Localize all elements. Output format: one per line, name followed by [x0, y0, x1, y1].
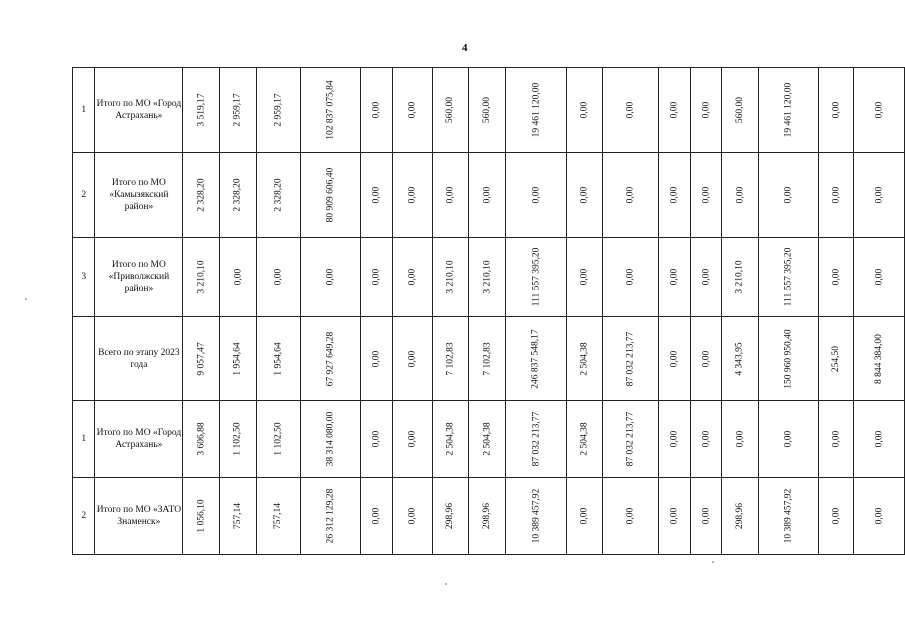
value-text: 111 557 395,20 [530, 247, 541, 307]
value-cell [658, 238, 690, 317]
value-text: 0,00 [700, 101, 711, 119]
value-text: 0,00 [783, 430, 794, 448]
row-label: Итого по МО «Город Астрахань» [95, 401, 183, 478]
value-text: 111 557 395,20 [783, 247, 794, 307]
row-label: Всего по этапу 2023 года [95, 317, 183, 401]
value-cell [300, 478, 360, 555]
value-text: 3 210,10 [735, 260, 746, 294]
value-text: 9 057,47 [196, 341, 207, 376]
value-text: 87 032 213,77 [625, 331, 636, 386]
value-text: 298,96 [445, 502, 456, 530]
value-text: 0,00 [735, 430, 746, 448]
value-cell [759, 317, 819, 401]
value-text: 0,00 [735, 186, 746, 204]
value-cell [759, 401, 819, 478]
value-text: 0,00 [371, 350, 382, 367]
value-text: 0,00 [873, 507, 884, 525]
value-text: 0,00 [625, 268, 636, 286]
value-cell [300, 317, 360, 401]
value-cell [361, 317, 393, 401]
value-text: 2 504,38 [579, 422, 590, 456]
value-cell [506, 317, 566, 401]
value-text: 87 032 213,77 [530, 411, 541, 467]
value-cell [566, 401, 603, 478]
value-cell [819, 401, 854, 478]
value-cell [853, 478, 904, 555]
row-label: Итого по МО «ЗАТО Знаменск» [95, 478, 183, 555]
value-cell [759, 153, 819, 238]
value-cell [603, 153, 659, 238]
value-text: 0,00 [482, 186, 493, 204]
value-text: 254,50 [831, 345, 842, 372]
value-cell [183, 68, 220, 153]
value-cell [658, 401, 690, 478]
value-text: 19 461 120,00 [530, 82, 541, 138]
value-cell [759, 68, 819, 153]
value-text: 3 210,10 [196, 260, 207, 294]
value-text: 560,00 [482, 96, 493, 124]
value-text: 0,00 [831, 101, 842, 119]
value-text: 0,00 [700, 507, 711, 525]
value-cell [566, 68, 603, 153]
data-table [72, 67, 905, 555]
value-cell [566, 238, 603, 317]
value-cell [392, 317, 432, 401]
value-text: 0,00 [371, 186, 382, 204]
value-text: 0,00 [831, 507, 842, 525]
value-cell [690, 153, 722, 238]
value-cell [853, 68, 904, 153]
value-cell [469, 401, 506, 478]
value-text: 0,00 [873, 268, 884, 286]
value-text: 0,00 [625, 186, 636, 204]
value-text: 757,14 [233, 502, 244, 530]
value-text: 3 606,88 [196, 422, 207, 456]
value-cell [361, 68, 393, 153]
value-text: 10 389 457,92 [783, 488, 794, 544]
value-cell [220, 317, 257, 401]
value-cell [690, 317, 722, 401]
row-label: Итого по МО «Камызякский район» [95, 153, 183, 238]
value-cell [658, 478, 690, 555]
value-text: 4 343,95 [735, 341, 746, 376]
value-cell [853, 401, 904, 478]
value-text: 0,00 [669, 430, 680, 448]
value-cell [566, 478, 603, 555]
value-cell [392, 153, 432, 238]
value-cell [392, 68, 432, 153]
value-cell [722, 238, 759, 317]
value-cell [603, 238, 659, 317]
value-text: 1 954,64 [273, 341, 284, 376]
value-text: 2 328,20 [273, 178, 284, 212]
value-text: 0,00 [579, 101, 590, 119]
value-cell [506, 153, 566, 238]
value-cell [722, 317, 759, 401]
table-row [73, 68, 905, 153]
value-text: 0,00 [831, 186, 842, 204]
value-cell [220, 68, 257, 153]
value-cell [566, 317, 603, 401]
value-text: 0,00 [579, 268, 590, 286]
page-number: 4 [462, 42, 468, 54]
value-cell [300, 238, 360, 317]
value-text: 1 102,50 [233, 422, 244, 456]
value-cell [183, 401, 220, 478]
value-cell [819, 153, 854, 238]
value-text: 0,00 [371, 101, 382, 119]
value-cell [658, 317, 690, 401]
value-cell [432, 478, 469, 555]
value-cell [853, 238, 904, 317]
value-text: 8 844 384,00 [873, 333, 884, 384]
value-text: 0,00 [407, 430, 418, 448]
value-cell [361, 478, 393, 555]
value-text: 2 504,38 [579, 341, 590, 376]
value-text: 3 210,10 [445, 260, 456, 294]
value-cell [183, 317, 220, 401]
value-text: 0,00 [669, 507, 680, 525]
value-text: 67 927 649,28 [325, 331, 336, 386]
value-cell [220, 238, 257, 317]
value-text: 0,00 [625, 507, 636, 525]
scan-speck [25, 298, 27, 300]
value-cell [603, 68, 659, 153]
value-cell [566, 153, 603, 238]
value-cell [853, 153, 904, 238]
value-cell [658, 153, 690, 238]
value-text: 298,96 [482, 502, 493, 530]
value-cell [722, 68, 759, 153]
value-text: 3 210,10 [482, 260, 493, 294]
row-number: 1 [73, 68, 95, 153]
value-cell [432, 401, 469, 478]
value-text: 0,00 [407, 268, 418, 286]
value-cell [469, 478, 506, 555]
value-cell [257, 401, 301, 478]
value-text: 298,96 [735, 502, 746, 530]
table-row [73, 153, 905, 238]
value-text: 560,00 [735, 96, 746, 124]
value-cell [300, 153, 360, 238]
value-cell [469, 68, 506, 153]
value-text: 2 328,20 [196, 178, 207, 212]
value-cell [603, 401, 659, 478]
value-cell [392, 478, 432, 555]
value-text: 0,00 [445, 186, 456, 204]
value-cell [432, 68, 469, 153]
value-cell [759, 478, 819, 555]
value-text: 0,00 [831, 430, 842, 448]
value-text: 246 837 548,17 [530, 328, 541, 389]
value-cell [722, 401, 759, 478]
value-text: 0,00 [371, 430, 382, 448]
value-text: 0,00 [407, 507, 418, 525]
value-cell [183, 153, 220, 238]
value-cell [603, 478, 659, 555]
value-cell [506, 401, 566, 478]
value-text: 3 519,17 [196, 93, 207, 127]
value-cell [432, 317, 469, 401]
value-cell [506, 478, 566, 555]
value-cell [361, 153, 393, 238]
table-row [73, 238, 905, 317]
value-cell [361, 401, 393, 478]
value-cell [220, 478, 257, 555]
value-text: 0,00 [700, 186, 711, 204]
value-text: 0,00 [669, 101, 680, 119]
value-cell [257, 238, 301, 317]
value-text: 0,00 [625, 101, 636, 119]
value-cell [603, 317, 659, 401]
value-cell [257, 68, 301, 153]
value-cell [300, 401, 360, 478]
value-text: 0,00 [233, 268, 244, 286]
value-cell [690, 478, 722, 555]
value-cell [361, 238, 393, 317]
value-cell [300, 68, 360, 153]
value-text: 2 504,38 [482, 422, 493, 456]
value-cell [220, 401, 257, 478]
value-cell [819, 317, 854, 401]
value-text: 1 056,10 [196, 499, 207, 533]
value-cell [183, 238, 220, 317]
value-cell [183, 478, 220, 555]
value-cell [819, 238, 854, 317]
value-cell [392, 401, 432, 478]
value-text: 2 504,38 [445, 422, 456, 456]
row-number: 2 [73, 153, 95, 238]
value-text: 0,00 [700, 268, 711, 286]
value-text: 0,00 [873, 430, 884, 448]
value-text: 0,00 [579, 186, 590, 204]
value-text: 0,00 [530, 186, 541, 204]
value-text: 102 837 075,84 [325, 80, 336, 140]
value-text: 2 328,20 [233, 178, 244, 212]
value-cell [853, 317, 904, 401]
value-cell [469, 153, 506, 238]
value-cell [432, 153, 469, 238]
value-text: 0,00 [700, 350, 711, 367]
row-number: 1 [73, 401, 95, 478]
value-cell [690, 401, 722, 478]
value-cell [690, 68, 722, 153]
value-text: 0,00 [873, 186, 884, 204]
value-cell [722, 478, 759, 555]
value-cell [469, 238, 506, 317]
value-text: 0,00 [579, 507, 590, 525]
value-text: 0,00 [407, 350, 418, 367]
value-text: 2 959,17 [233, 93, 244, 127]
table-row [73, 478, 905, 555]
value-text: 0,00 [371, 268, 382, 286]
value-cell [690, 238, 722, 317]
value-text: 0,00 [783, 186, 794, 204]
value-cell [722, 153, 759, 238]
value-text: 0,00 [700, 430, 711, 448]
row-label: Итого по МО «Город Астрахань» [95, 68, 183, 153]
row-number [73, 317, 95, 401]
value-cell [220, 153, 257, 238]
scan-speck [445, 583, 447, 585]
value-text: 560,00 [445, 96, 456, 124]
value-text: 0,00 [669, 350, 680, 367]
value-cell [257, 478, 301, 555]
table-row [73, 317, 905, 401]
value-text: 26 312 129,28 [325, 488, 336, 544]
value-text: 0,00 [371, 507, 382, 525]
value-text: 38 314 080,00 [325, 411, 336, 467]
value-text: 10 389 457,92 [530, 488, 541, 544]
value-text: 80 909 606,40 [325, 167, 336, 223]
value-text: 0,00 [669, 268, 680, 286]
value-cell [759, 238, 819, 317]
value-text: 0,00 [325, 268, 336, 286]
value-cell [392, 238, 432, 317]
value-cell [506, 68, 566, 153]
value-text: 0,00 [407, 101, 418, 119]
table-row [73, 401, 905, 478]
value-cell [658, 68, 690, 153]
value-cell [257, 153, 301, 238]
value-text: 87 032 213,77 [625, 411, 636, 467]
scan-speck [712, 561, 714, 563]
value-text: 757,14 [273, 502, 284, 530]
value-cell [432, 238, 469, 317]
value-text: 150 960 950,40 [783, 328, 794, 389]
value-cell [506, 238, 566, 317]
value-cell [469, 317, 506, 401]
value-text: 7 102,83 [482, 341, 493, 376]
value-text: 0,00 [273, 268, 284, 286]
value-cell [257, 317, 301, 401]
value-text: 0,00 [873, 101, 884, 119]
row-label: Итого по МО «Приволжский район» [95, 238, 183, 317]
value-text: 19 461 120,00 [783, 82, 794, 138]
value-text: 0,00 [407, 186, 418, 204]
value-text: 0,00 [831, 268, 842, 286]
row-number: 3 [73, 238, 95, 317]
value-text: 2 959,17 [273, 93, 284, 127]
value-text: 1 954,64 [233, 341, 244, 376]
row-number: 2 [73, 478, 95, 555]
value-cell [819, 478, 854, 555]
value-text: 0,00 [669, 186, 680, 204]
value-text: 1 102,50 [273, 422, 284, 456]
value-text: 7 102,83 [445, 341, 456, 376]
value-cell [819, 68, 854, 153]
